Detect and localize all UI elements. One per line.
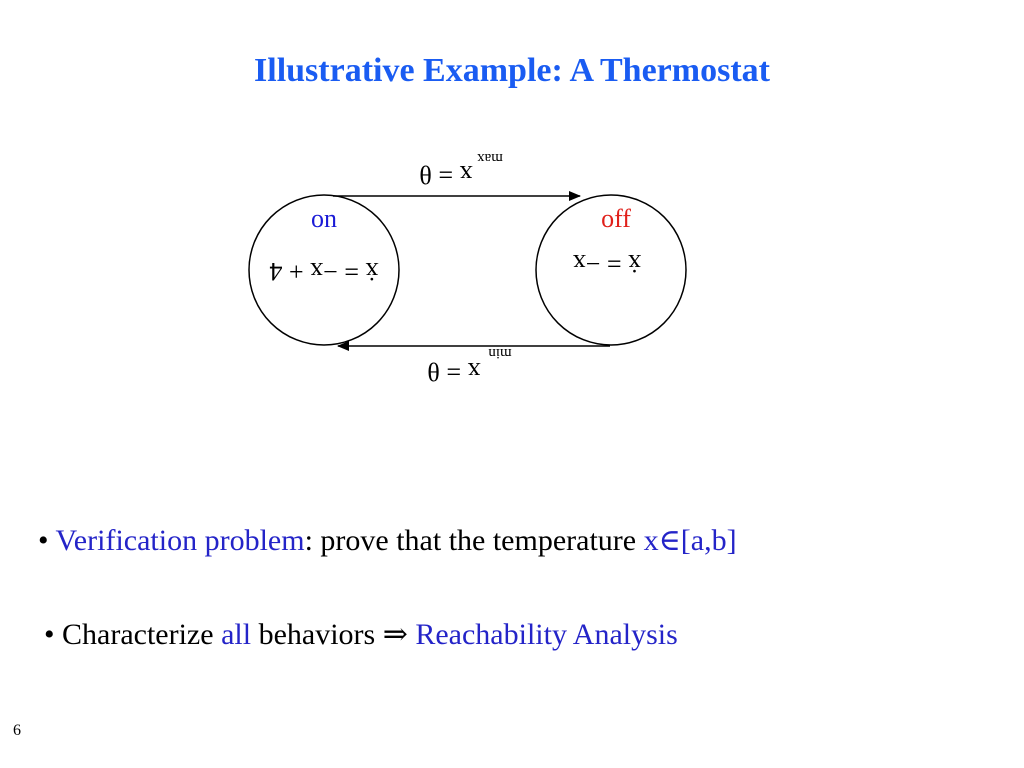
bullet-1-interval: x∈[a,b] [643, 524, 737, 557]
state-on-label: on [311, 204, 337, 233]
state-on-flow-equation: ẋ = −x + 4 [269, 257, 379, 286]
bullet-2-reachability-analysis: Reachability Analysis [415, 618, 678, 651]
state-off [536, 195, 686, 345]
state-off-label: off [601, 204, 631, 233]
transition-off-to-on-guard-subscript: min [488, 345, 512, 361]
transition-on-to-off-guard: x = θ [419, 160, 473, 189]
bullet-1-prefix: • [38, 524, 56, 557]
slide-title: Illustrative Example: A Thermostat [254, 52, 770, 89]
bullet-1-highlight-term: Verification problem [55, 524, 305, 557]
state-off-flow-equation: ẋ = −x [572, 249, 642, 278]
transition-off-to-on [338, 345, 610, 386]
transition-on-to-off [333, 150, 580, 196]
state-on [249, 195, 399, 345]
bullet-1-text: : prove that the temperature [304, 524, 644, 557]
bullet-2-highlight-all: all [221, 618, 252, 651]
bullet-characterize-behaviors [44, 617, 678, 653]
bullet-verification-problem [38, 523, 737, 559]
bullet-2-text: behaviors ⇒ [251, 618, 416, 651]
page-number: 6 [13, 722, 21, 739]
transition-off-to-on-guard: x = θ [427, 357, 481, 386]
bullet-2-prefix: • Characterize [44, 618, 222, 651]
transition-on-to-off-guard-subscript: max [477, 150, 503, 166]
